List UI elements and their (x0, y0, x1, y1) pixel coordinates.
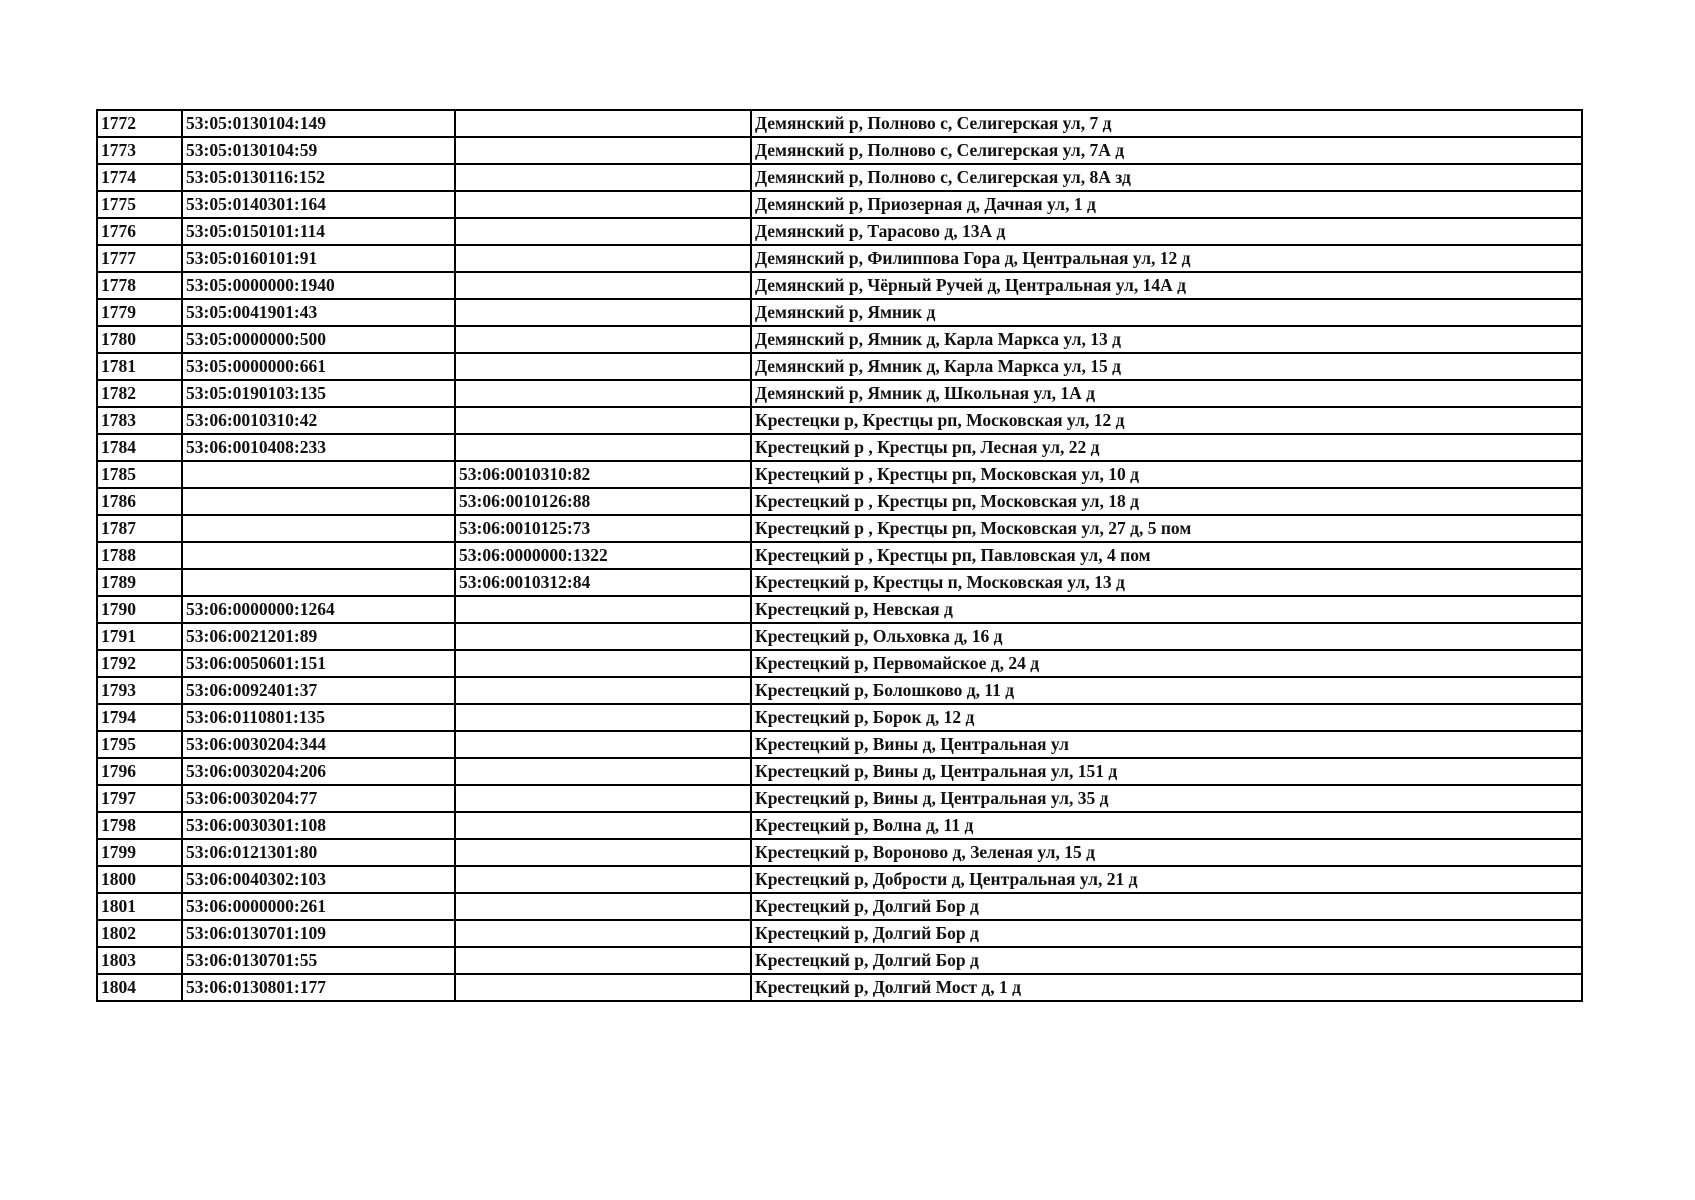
address-cell: Крестецкий р, Долгий Бор д (751, 947, 1582, 974)
row-number-cell: 1781 (97, 353, 182, 380)
land-cadastral-number-cell: 53:05:0041901:43 (182, 299, 455, 326)
table-row (97, 677, 1582, 704)
address-cell: Демянский р, Тарасово д, 13А д (751, 218, 1582, 245)
land-cadastral-number-cell: 53:05:0130104:59 (182, 137, 455, 164)
row-number-cell: 1788 (97, 542, 182, 569)
table-row (97, 245, 1582, 272)
building-cadastral-number-cell (455, 434, 751, 461)
row-number-cell: 1774 (97, 164, 182, 191)
row-number-cell: 1800 (97, 866, 182, 893)
building-cadastral-number-cell (455, 623, 751, 650)
land-cadastral-number-cell: 53:06:0050601:151 (182, 650, 455, 677)
address-cell: Демянский р, Филиппова Гора д, Центральная ул, 12 д (751, 245, 1582, 272)
land-cadastral-number-cell: 53:06:0030301:108 (182, 812, 455, 839)
building-cadastral-number-cell (455, 353, 751, 380)
address-cell: Крестецкий р, Крестцы п, Московская ул, 13 д (751, 569, 1582, 596)
row-number-cell: 1797 (97, 785, 182, 812)
address-cell: Крестецкий р , Крестцы рп, Московская ул, 18 д (751, 488, 1582, 515)
table-row (97, 569, 1582, 596)
land-cadastral-number-cell: 53:06:0030204:77 (182, 785, 455, 812)
address-cell: Крестецкий р, Добрости д, Центральная ул, 21 д (751, 866, 1582, 893)
land-cadastral-number-cell: 53:05:0140301:164 (182, 191, 455, 218)
building-cadastral-number-cell (455, 326, 751, 353)
building-cadastral-number-cell: 53:06:0010312:84 (455, 569, 751, 596)
land-cadastral-number-cell: 53:06:0130801:177 (182, 974, 455, 1001)
building-cadastral-number-cell (455, 299, 751, 326)
land-cadastral-number-cell: 53:05:0000000:500 (182, 326, 455, 353)
address-cell: Крестецкий р, Ольховка д, 16 д (751, 623, 1582, 650)
land-cadastral-number-cell: 53:06:0000000:1264 (182, 596, 455, 623)
building-cadastral-number-cell: 53:06:0010310:82 (455, 461, 751, 488)
land-cadastral-number-cell: 53:06:0130701:55 (182, 947, 455, 974)
address-cell: Демянский р, Ямник д (751, 299, 1582, 326)
land-cadastral-number-cell (182, 542, 455, 569)
address-cell: Крестецкий р, Вороново д, Зеленая ул, 15 д (751, 839, 1582, 866)
land-cadastral-number-cell: 53:06:0110801:135 (182, 704, 455, 731)
building-cadastral-number-cell (455, 785, 751, 812)
land-cadastral-number-cell: 53:05:0000000:1940 (182, 272, 455, 299)
address-cell: Крестецкий р, Вины д, Центральная ул, 35 д (751, 785, 1582, 812)
land-cadastral-number-cell: 53:05:0190103:135 (182, 380, 455, 407)
table-row (97, 731, 1582, 758)
row-number-cell: 1802 (97, 920, 182, 947)
row-number-cell: 1785 (97, 461, 182, 488)
building-cadastral-number-cell (455, 137, 751, 164)
table-row (97, 407, 1582, 434)
row-number-cell: 1786 (97, 488, 182, 515)
row-number-cell: 1772 (97, 110, 182, 137)
address-cell: Крестецкий р, Долгий Бор д (751, 920, 1582, 947)
address-cell: Крестецкий р , Крестцы рп, Московская ул, 10 д (751, 461, 1582, 488)
land-cadastral-number-cell: 53:06:0030204:206 (182, 758, 455, 785)
row-number-cell: 1776 (97, 218, 182, 245)
table-row (97, 758, 1582, 785)
table-row (97, 353, 1582, 380)
land-cadastral-number-cell (182, 461, 455, 488)
row-number-cell: 1801 (97, 893, 182, 920)
land-cadastral-number-cell: 53:05:0000000:661 (182, 353, 455, 380)
land-cadastral-number-cell (182, 488, 455, 515)
table-row (97, 191, 1582, 218)
row-number-cell: 1791 (97, 623, 182, 650)
table-row (97, 974, 1582, 1001)
row-number-cell: 1775 (97, 191, 182, 218)
row-number-cell: 1799 (97, 839, 182, 866)
table-row (97, 596, 1582, 623)
address-cell: Крестецкий р , Крестцы рп, Лесная ул, 22 д (751, 434, 1582, 461)
table-row (97, 947, 1582, 974)
table-row (97, 218, 1582, 245)
row-number-cell: 1778 (97, 272, 182, 299)
registry-table-body (97, 110, 1582, 1001)
row-number-cell: 1795 (97, 731, 182, 758)
registry-table (96, 109, 1583, 1002)
row-number-cell: 1784 (97, 434, 182, 461)
building-cadastral-number-cell (455, 110, 751, 137)
address-cell: Крестецкий р , Крестцы рп, Павловская ул, 4 пом (751, 542, 1582, 569)
land-cadastral-number-cell: 53:06:0030204:344 (182, 731, 455, 758)
table-row (97, 434, 1582, 461)
address-cell: Крестецкий р, Вины д, Центральная ул, 151 д (751, 758, 1582, 785)
building-cadastral-number-cell (455, 866, 751, 893)
land-cadastral-number-cell: 53:06:0040302:103 (182, 866, 455, 893)
row-number-cell: 1777 (97, 245, 182, 272)
table-row (97, 110, 1582, 137)
land-cadastral-number-cell: 53:06:0010310:42 (182, 407, 455, 434)
row-number-cell: 1780 (97, 326, 182, 353)
building-cadastral-number-cell (455, 731, 751, 758)
building-cadastral-number-cell (455, 191, 751, 218)
building-cadastral-number-cell: 53:06:0010125:73 (455, 515, 751, 542)
building-cadastral-number-cell (455, 596, 751, 623)
address-cell: Демянский р, Ямник д, Карла Маркса ул, 13 д (751, 326, 1582, 353)
table-row (97, 839, 1582, 866)
address-cell: Крестецкий р, Долгий Бор д (751, 893, 1582, 920)
land-cadastral-number-cell: 53:06:0021201:89 (182, 623, 455, 650)
address-cell: Демянский р, Полново с, Селигерская ул, 8А зд (751, 164, 1582, 191)
row-number-cell: 1783 (97, 407, 182, 434)
table-row (97, 326, 1582, 353)
row-number-cell: 1793 (97, 677, 182, 704)
address-cell: Крестецкий р, Борок д, 12 д (751, 704, 1582, 731)
building-cadastral-number-cell: 53:06:0000000:1322 (455, 542, 751, 569)
row-number-cell: 1790 (97, 596, 182, 623)
building-cadastral-number-cell (455, 380, 751, 407)
land-cadastral-number-cell: 53:05:0150101:114 (182, 218, 455, 245)
land-cadastral-number-cell: 53:06:0121301:80 (182, 839, 455, 866)
row-number-cell: 1773 (97, 137, 182, 164)
building-cadastral-number-cell (455, 704, 751, 731)
land-cadastral-number-cell (182, 569, 455, 596)
building-cadastral-number-cell: 53:06:0010126:88 (455, 488, 751, 515)
address-cell: Крестецки р, Крестцы рп, Московская ул, 12 д (751, 407, 1582, 434)
building-cadastral-number-cell (455, 974, 751, 1001)
address-cell: Крестецкий р, Первомайское д, 24 д (751, 650, 1582, 677)
address-cell: Крестецкий р, Невская д (751, 596, 1582, 623)
table-row (97, 461, 1582, 488)
land-cadastral-number-cell (182, 515, 455, 542)
building-cadastral-number-cell (455, 407, 751, 434)
row-number-cell: 1798 (97, 812, 182, 839)
building-cadastral-number-cell (455, 947, 751, 974)
building-cadastral-number-cell (455, 839, 751, 866)
row-number-cell: 1803 (97, 947, 182, 974)
address-cell: Демянский р, Ямник д, Карла Маркса ул, 15 д (751, 353, 1582, 380)
row-number-cell: 1794 (97, 704, 182, 731)
address-cell: Демянский р, Чёрный Ручей д, Центральная ул, 14А д (751, 272, 1582, 299)
table-row (97, 542, 1582, 569)
table-row (97, 893, 1582, 920)
table-row (97, 515, 1582, 542)
row-number-cell: 1792 (97, 650, 182, 677)
land-cadastral-number-cell: 53:06:0130701:109 (182, 920, 455, 947)
building-cadastral-number-cell (455, 677, 751, 704)
building-cadastral-number-cell (455, 272, 751, 299)
table-row (97, 272, 1582, 299)
building-cadastral-number-cell (455, 245, 751, 272)
building-cadastral-number-cell (455, 650, 751, 677)
address-cell: Крестецкий р, Вины д, Центральная ул (751, 731, 1582, 758)
address-cell: Крестецкий р, Волна д, 11 д (751, 812, 1582, 839)
table-row (97, 623, 1582, 650)
land-cadastral-number-cell: 53:06:0000000:261 (182, 893, 455, 920)
table-row (97, 650, 1582, 677)
row-number-cell: 1782 (97, 380, 182, 407)
building-cadastral-number-cell (455, 920, 751, 947)
row-number-cell: 1804 (97, 974, 182, 1001)
row-number-cell: 1796 (97, 758, 182, 785)
land-cadastral-number-cell: 53:06:0092401:37 (182, 677, 455, 704)
address-cell: Демянский р, Ямник д, Школьная ул, 1А д (751, 380, 1582, 407)
row-number-cell: 1779 (97, 299, 182, 326)
land-cadastral-number-cell: 53:05:0130116:152 (182, 164, 455, 191)
table-row (97, 137, 1582, 164)
table-row (97, 812, 1582, 839)
table-row (97, 920, 1582, 947)
row-number-cell: 1787 (97, 515, 182, 542)
building-cadastral-number-cell (455, 812, 751, 839)
building-cadastral-number-cell (455, 893, 751, 920)
address-cell: Крестецкий р, Долгий Мост д, 1 д (751, 974, 1582, 1001)
address-cell: Крестецкий р , Крестцы рп, Московская ул, 27 д, 5 пом (751, 515, 1582, 542)
table-row (97, 785, 1582, 812)
table-row (97, 380, 1582, 407)
table-row (97, 164, 1582, 191)
building-cadastral-number-cell (455, 758, 751, 785)
table-row (97, 704, 1582, 731)
land-cadastral-number-cell: 53:05:0130104:149 (182, 110, 455, 137)
address-cell: Демянский р, Полново с, Селигерская ул, 7 д (751, 110, 1582, 137)
table-row (97, 299, 1582, 326)
land-cadastral-number-cell: 53:06:0010408:233 (182, 434, 455, 461)
address-cell: Демянский р, Приозерная д, Дачная ул, 1 д (751, 191, 1582, 218)
table-row (97, 488, 1582, 515)
table-row (97, 866, 1582, 893)
building-cadastral-number-cell (455, 218, 751, 245)
land-cadastral-number-cell: 53:05:0160101:91 (182, 245, 455, 272)
building-cadastral-number-cell (455, 164, 751, 191)
row-number-cell: 1789 (97, 569, 182, 596)
address-cell: Демянский р, Полново с, Селигерская ул, 7А д (751, 137, 1582, 164)
address-cell: Крестецкий р, Болошково д, 11 д (751, 677, 1582, 704)
